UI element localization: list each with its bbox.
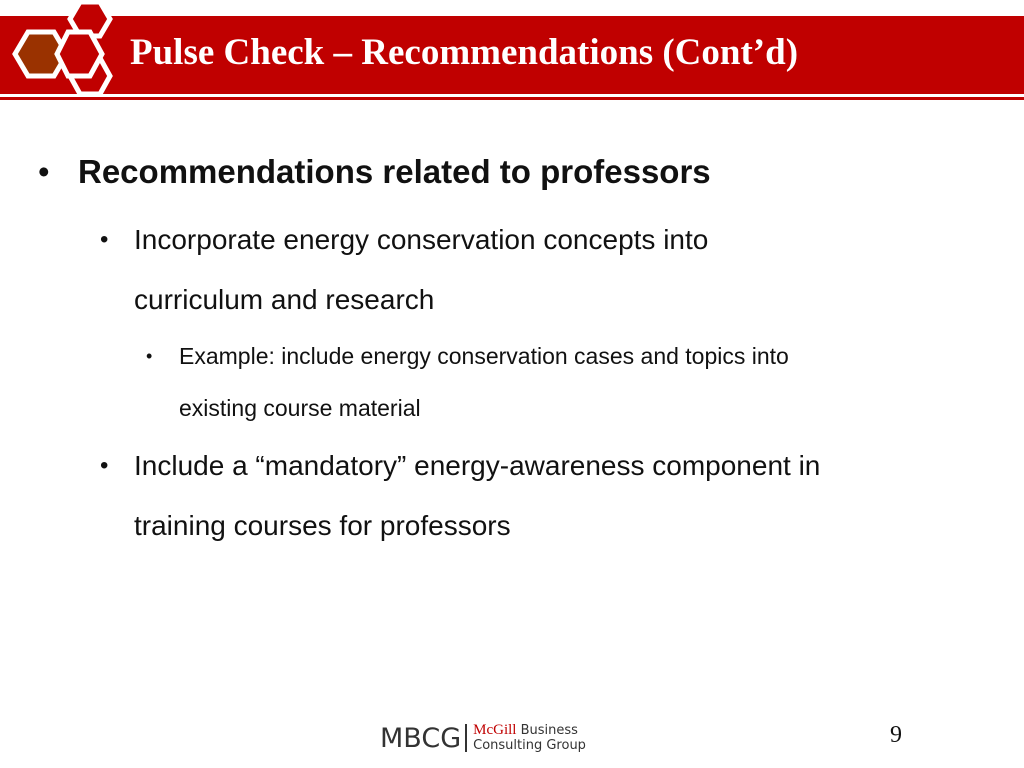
logo-subtitle (473, 723, 586, 753)
bullet-text-line: Example: include energy conservation cases and topics into (179, 343, 789, 369)
logo-business: Business (520, 723, 578, 738)
bullet-text-line: Include a “mandatory” energy-awareness component in (134, 450, 821, 481)
logo-line1 (473, 723, 586, 738)
bullet-heading: Recommendations related to professors (78, 153, 711, 190)
logo-divider (465, 724, 467, 752)
logo-abbr: MBCG (380, 722, 462, 754)
bullet-level1 (38, 150, 978, 194)
bullet-level3 (146, 330, 979, 434)
bullet-text-line: training courses for professors (134, 510, 511, 541)
bullet-dot: • (38, 153, 50, 190)
bullet-level2 (100, 436, 994, 556)
bullet-level2 (100, 210, 994, 330)
logo-line2: Consulting Group (473, 738, 586, 753)
slide-title: Pulse Check – Recommendations (Cont’d) (130, 32, 799, 73)
bullet-dot: • (100, 452, 109, 479)
bullet-dot: • (146, 346, 153, 366)
bullet-text-line: Incorporate energy conservation concepts into (134, 224, 709, 255)
bullet-text-line: existing course material (179, 395, 421, 421)
bullet-dot: • (100, 226, 109, 253)
bullet-text-line: curriculum and research (134, 284, 435, 315)
footer-logo (380, 718, 586, 758)
logo-mcgill: McGill (473, 722, 517, 738)
page-number: 9 (890, 722, 902, 748)
